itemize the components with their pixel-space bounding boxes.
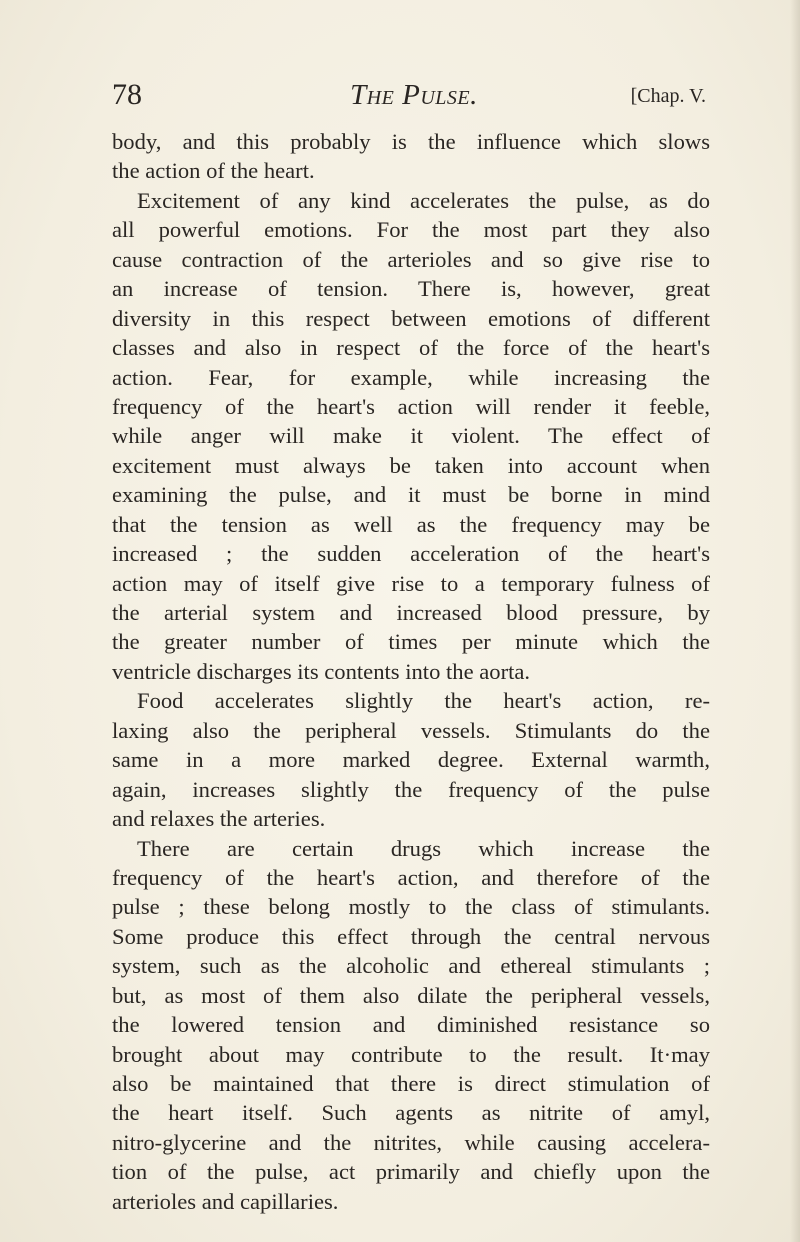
- text-line: the heart itself. Such agents as nitrite of amyl,: [112, 1100, 710, 1126]
- text-line: system, such as the alcoholic and ethereal stimulants ;: [112, 953, 710, 979]
- running-title: [112, 78, 706, 112]
- text-line: Some produce this effect through the central nervous: [112, 923, 710, 949]
- text-line: same in a more marked degree. External warmth,: [112, 747, 710, 773]
- page-number: 78: [112, 78, 142, 111]
- text-line: while anger will make it violent. The effect of: [112, 423, 710, 449]
- text-line: the action of the heart.: [112, 158, 315, 184]
- text-line: pulse ; these belong mostly to the class of stimulants.: [112, 894, 710, 920]
- text-line: increased ; the sudden acceleration of the heart's: [112, 541, 710, 567]
- text-line: the arterial system and increased blood pressure, by: [112, 600, 710, 625]
- chapter-reference: [Chap. V.: [630, 85, 706, 107]
- text-line: classes and also in respect of the force of the heart's: [112, 335, 710, 361]
- text-line: but, as most of them also dilate the peripheral vessels,: [112, 982, 710, 1008]
- text-line: an increase of tension. There is, however, great: [112, 276, 710, 302]
- text-line: examining the pulse, and it must be borne in mind: [112, 482, 710, 508]
- text-line: that the tension as well as the frequency may be: [112, 511, 710, 537]
- text-line: diversity in this respect between emotions of different: [112, 305, 710, 331]
- text-line: action may of itself give rise to a temporary fulness of: [112, 570, 710, 596]
- page-edge-shadow: [790, 0, 800, 1242]
- text-line: frequency of the heart's action will render it feeble,: [112, 393, 710, 419]
- text-line: brought about may contribute to the result. It·may: [112, 1041, 710, 1067]
- text-line: ventricle discharges its contents into the aorta.: [112, 658, 531, 684]
- text-line: action. Fear, for example, while increasing the: [112, 364, 710, 390]
- text-line: nitro-glycerine and the nitrites, while causing accelera-: [112, 1129, 710, 1155]
- text-line: laxing also the peripheral vessels. Stimulants do the: [112, 717, 710, 743]
- text-line: body, and this probably is the influence which slows: [112, 129, 710, 154]
- text-line: Excitement of any kind accelerates the pulse, as do: [137, 187, 710, 213]
- body-text: [112, 127, 710, 1216]
- text-line: There are certain drugs which increase the: [137, 835, 710, 861]
- text-line: again, increases slightly the frequency of the pulse: [112, 776, 710, 802]
- text-line: the lowered tension and diminished resistance so: [112, 1012, 710, 1038]
- text-line: arterioles and capillaries.: [112, 1188, 339, 1214]
- text-line: excitement must always be taken into account when: [112, 452, 710, 478]
- text-line: Food accelerates slightly the heart's action, re-: [137, 688, 710, 714]
- page-header: [112, 78, 706, 112]
- text-line: and relaxes the arteries.: [112, 806, 326, 832]
- text-line: also be maintained that there is direct stimulation of: [112, 1071, 710, 1096]
- text-line: all powerful emotions. For the most part they also: [112, 217, 710, 243]
- text-line: tion of the pulse, act primarily and chiefly upon the: [112, 1159, 710, 1185]
- running-title-text: The Pulse.: [350, 79, 478, 111]
- text-line: frequency of the heart's action, and therefore of the: [112, 864, 710, 890]
- text-line: the greater number of times per minute which the: [112, 629, 710, 655]
- text-line: cause contraction of the arterioles and so give rise to: [112, 246, 710, 272]
